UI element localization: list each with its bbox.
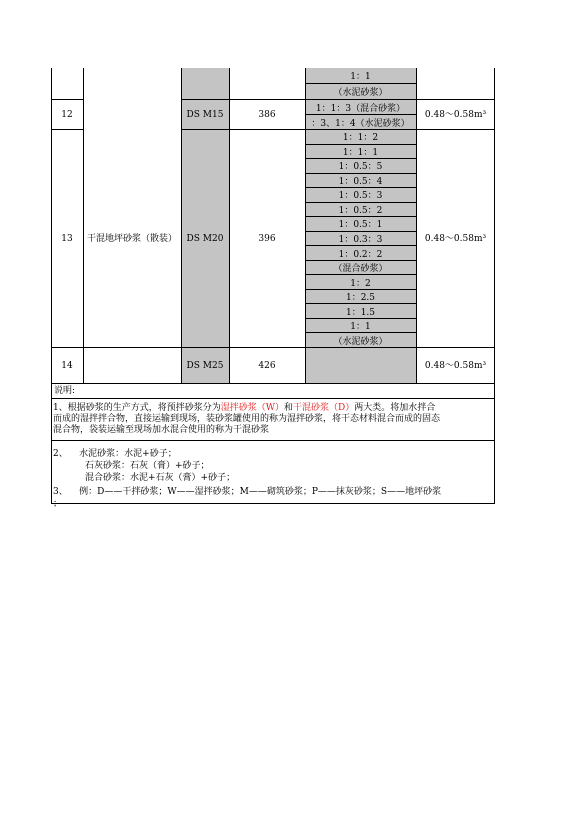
ratio-cell: （水泥砂浆）: [305, 84, 416, 100]
note-2: [53, 449, 497, 460]
ratio-cell: （混合砂浆）: [305, 261, 416, 276]
ratio-cell: 1：0.3：3: [305, 232, 416, 247]
note-2-line-1: 2、 水泥砂浆：水泥+砂子；: [53, 449, 177, 459]
ratio-cell: 1：2: [305, 275, 416, 290]
ratio-cell: 1：2.5: [305, 290, 416, 305]
grade-cell: DS M25: [186, 360, 224, 371]
value-cell: 396: [258, 233, 276, 244]
wet-mix-term: 湿拌砂浆（W）: [220, 403, 284, 413]
note-1-text: 1、根据砂浆的生产方式，将预拌砂浆分为: [53, 403, 221, 413]
notes-title: 说明:: [54, 386, 76, 396]
volume-cell: [416, 348, 495, 384]
ratio-cell: ：3、1：4（水泥砂浆）: [305, 115, 416, 130]
volume-cell: [416, 130, 495, 348]
ratio-cell: 1：1.5: [305, 304, 416, 319]
ratio-cell: （水泥砂浆）: [305, 333, 416, 348]
note-1-line-3: 混合物，袋装运输至现场加水混合使用的称为干混砂浆: [53, 425, 270, 435]
note-2-mixed: 混合砂浆：水泥+石灰（膏）+砂子；: [85, 473, 236, 483]
note-1-text: 和: [284, 403, 294, 413]
value-cell: 386: [258, 109, 276, 120]
ratio-cell: 1：0.2：2: [305, 246, 416, 261]
ratio-cell: 1：0.5：4: [305, 174, 416, 189]
note-3: 3、 例：D——干拌砂浆；W——湿拌砂浆；M——砌筑砂浆；P——抹灰砂浆；S——地坪砂浆: [53, 487, 442, 497]
volume-cell: [416, 100, 495, 130]
ratio-cell: 1：1：3（混合砂浆）: [305, 100, 416, 115]
ratio-cell: 1：1：2: [305, 130, 416, 145]
product-name-cell: 干混地坪砂浆（散装）: [86, 233, 177, 244]
ratio-cell: 1：0.5：3: [305, 188, 416, 203]
row-number: 12: [61, 109, 73, 120]
grade-cell: DS M20: [186, 233, 224, 244]
volume-text: 0.48～0.58m³: [424, 233, 487, 244]
value-cell: 426: [258, 360, 276, 371]
row-number: 14: [61, 360, 73, 371]
note-1-line-2: 而成的湿拌拌合物，直接运输到现场，装砂浆罐使用的称为湿拌砂浆，将干态材料混合而成的固态: [53, 414, 441, 424]
ratio-cell: 1：0.5：5: [305, 159, 416, 174]
row-number: 13: [61, 233, 73, 244]
ratio-cell: 1：0.5：2: [305, 203, 416, 218]
note-3-end: ；: [53, 499, 63, 509]
ratio-cell: 1：1：1: [305, 145, 416, 160]
note-1: [53, 403, 497, 436]
ratio-cell: 1：1: [305, 68, 416, 84]
note-2-lime: 石灰砂浆：石灰（膏）+砂子；: [85, 461, 210, 471]
ratio-cell: 1：0.5：1: [305, 217, 416, 232]
note-1-text: 两大类。将加水拌合: [354, 403, 436, 413]
grade-cell: DS M15: [186, 109, 224, 120]
volume-text: 0.48～0.58m³: [424, 109, 487, 120]
ratio-cell: 1：1: [305, 319, 416, 334]
volume-text: 0.48～0.58m³: [424, 360, 487, 371]
dry-mix-term: 干混砂浆（D）: [293, 403, 355, 413]
